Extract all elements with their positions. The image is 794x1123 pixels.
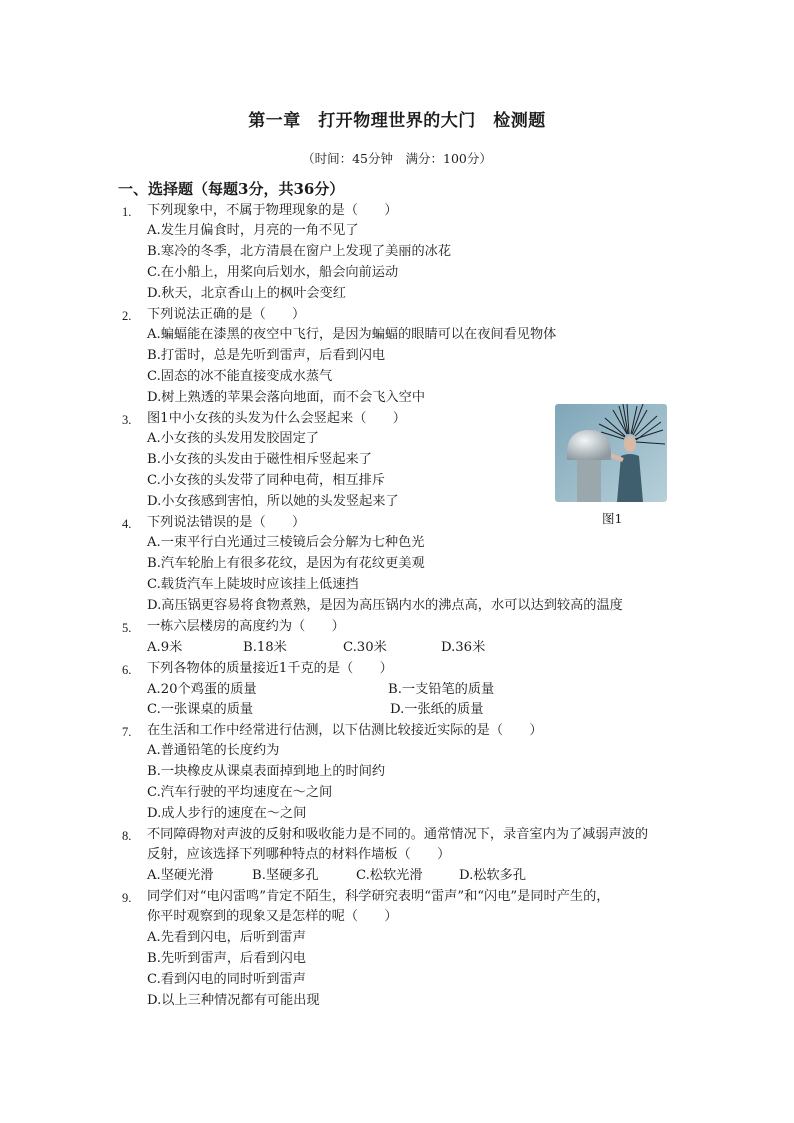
- option: B.先听到雷声，后看到闪电: [147, 951, 306, 966]
- option: B.坚硬多孔: [252, 868, 319, 883]
- question-number: 8.: [122, 829, 132, 843]
- option: A.20个鸡蛋的质量: [147, 682, 257, 697]
- option: C.汽车行驶的平均速度在～之间: [147, 785, 333, 800]
- question-stem: 下列各物体的质量接近1千克的是（ ）: [147, 661, 393, 676]
- option: B.打雷时，总是先听到雷声，后看到闪电: [147, 348, 386, 363]
- option: C.松软光滑: [356, 868, 423, 883]
- question-number: 5.: [122, 621, 132, 635]
- question-number: 7.: [122, 725, 132, 739]
- option: C.一张课桌的质量: [147, 702, 254, 717]
- option: B.18米: [243, 640, 287, 655]
- girl-face: [624, 436, 636, 452]
- option: A.蝙蝠能在漆黑的夜空中飞行，是因为蝙蝠的眼睛可以在夜间看见物体: [147, 327, 557, 342]
- option: A.一束平行白光通过三棱镜后会分解为七种色光: [147, 535, 425, 550]
- option: B.一支铅笔的质量: [388, 682, 495, 697]
- option: A.坚硬光滑: [147, 868, 214, 883]
- option: B.小女孩的头发由于磁性相斥竖起来了: [147, 452, 372, 467]
- option: D.一张纸的质量: [390, 702, 484, 717]
- question-stem-continued: 你平时观察到的现象又是怎样的呢（ ）: [147, 909, 398, 924]
- question-stem: 不同障碍物对声波的反射和吸收能力是不同的。通常情况下，录音室内为了减弱声波的: [147, 827, 649, 842]
- question-number: 3.: [122, 413, 132, 427]
- question-stem: 下列说法错误的是（ ）: [147, 515, 306, 530]
- question-number: 4.: [122, 517, 132, 531]
- page-title: 第一章 打开物理世界的大门 检测题: [248, 111, 546, 131]
- option: B.汽车轮胎上有很多花纹，是因为有花纹更美观: [147, 556, 425, 571]
- option: A.9米: [147, 640, 183, 655]
- exam-info: （时间：45分钟 满分：100分）: [302, 151, 492, 166]
- option: A.先看到闪电，后听到雷声: [147, 930, 306, 945]
- option: A.发生月偏食时，月亮的一角不见了: [147, 223, 359, 238]
- question-stem: 图1中小女孩的头发为什么会竖起来（ ）: [147, 411, 406, 426]
- option: B.一块橡皮从课桌表面掉到地上的时间约: [147, 764, 386, 779]
- question-number: 1.: [122, 205, 132, 219]
- option: C.载货汽车上陡坡时应该挂上低速挡: [147, 577, 359, 592]
- option: C.在小船上，用桨向后划水，船会向前运动: [147, 265, 399, 280]
- option: D.松软多孔: [459, 868, 527, 883]
- option: D.成人步行的速度在～之间: [147, 806, 307, 821]
- question-stem: 同学们对“电闪雷鸣”肯定不陌生，科学研究表明“雷声”和“闪电”是同时产生的，: [147, 889, 610, 904]
- option: C.看到闪电的同时听到雷声: [147, 972, 306, 987]
- option: C.30米: [343, 640, 387, 655]
- option: A.普通铅笔的长度约为: [147, 743, 280, 758]
- option: D.小女孩感到害怕，所以她的头发竖起来了: [147, 494, 399, 509]
- section-heading: 一、选择题（每题3分，共36分）: [118, 180, 345, 198]
- question-number: 6.: [122, 663, 132, 677]
- figure-girl-static-hair: [555, 404, 667, 502]
- option: B.寒冷的冬季，北方清晨在窗户上发现了美丽的冰花: [147, 244, 452, 259]
- option: A.小女孩的头发用发胶固定了: [147, 431, 319, 446]
- option: C.固态的冰不能直接变成水蒸气: [147, 369, 333, 384]
- question-number: 9.: [122, 891, 132, 905]
- question-stem-continued: 反射，应该选择下列哪种特点的材料作墙板（ ）: [147, 847, 451, 862]
- question-stem: 下列说法正确的是（ ）: [147, 307, 306, 322]
- figure-caption: 图1: [602, 511, 623, 526]
- option: D.36米: [441, 640, 486, 655]
- generator-base: [577, 460, 601, 502]
- question-stem: 一栋六层楼房的高度约为（ ）: [147, 619, 345, 634]
- question-stem: 下列现象中，不属于物理现象的是（ ）: [147, 203, 398, 218]
- option: D.树上熟透的苹果会落向地面，而不会飞入空中: [147, 390, 426, 405]
- option: D.以上三种情况都有可能出现: [147, 993, 320, 1008]
- option: C.小女孩的头发带了同种电荷，相互排斥: [147, 473, 385, 488]
- option: D.秋天，北京香山上的枫叶会变红: [147, 286, 346, 301]
- question-stem: 在生活和工作中经常进行估测，以下估测比较接近实际的是（ ）: [147, 723, 543, 738]
- question-number: 2.: [122, 309, 132, 323]
- option: D.高压锅更容易将食物煮熟，是因为高压锅内水的沸点高，水可以达到较高的温度: [147, 598, 623, 613]
